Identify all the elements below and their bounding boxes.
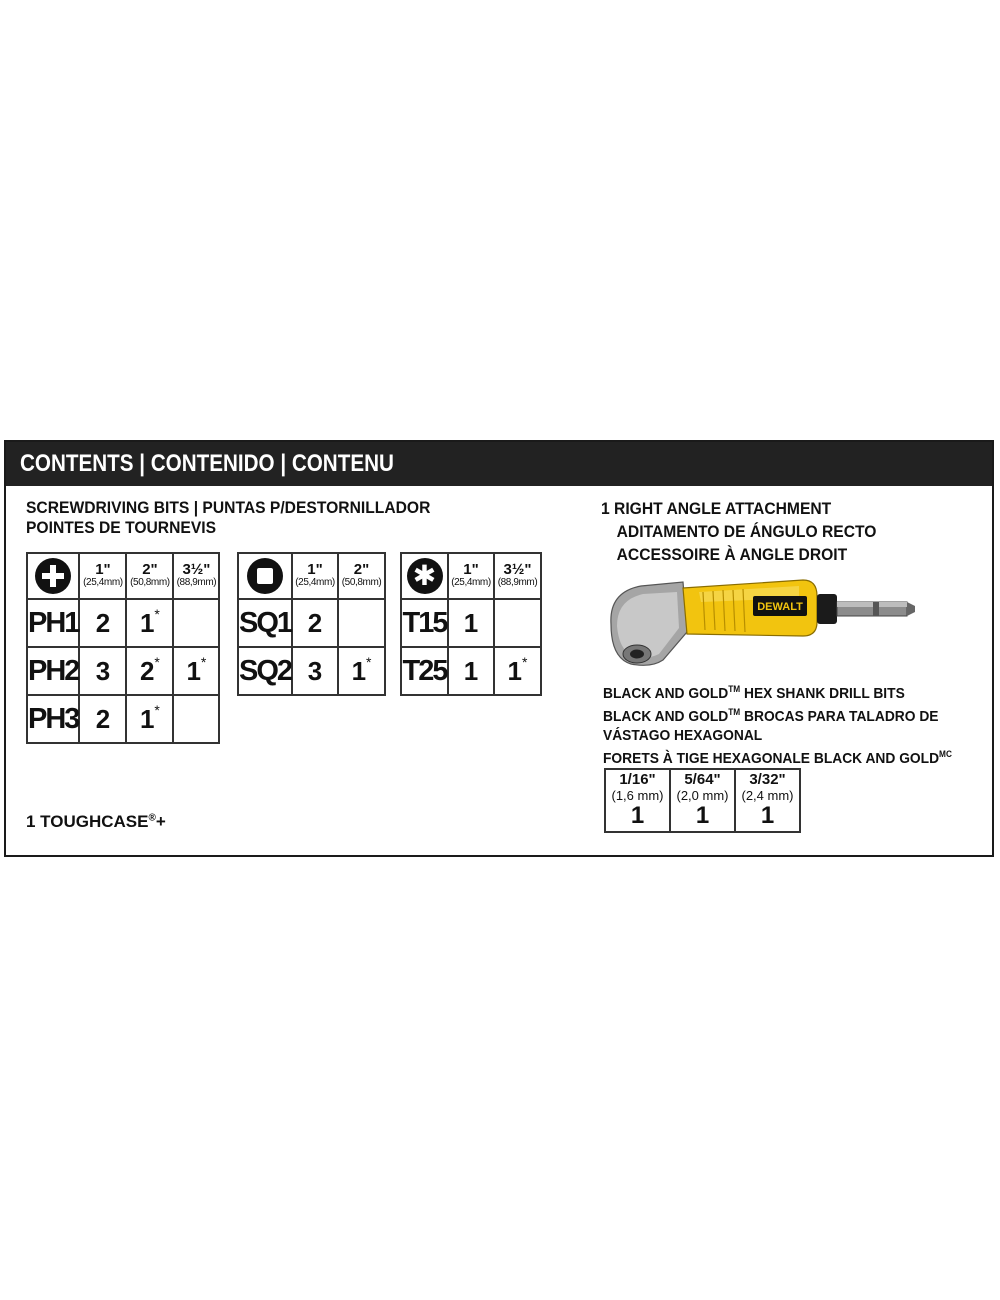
table-row xyxy=(238,647,385,695)
asterisk-mark: * xyxy=(154,701,160,718)
sq-header-1in: 1" (25,4mm) xyxy=(292,553,338,599)
dewalt-logo-text: DEWALT xyxy=(757,601,803,613)
bit-qty: 2 xyxy=(292,599,338,647)
drill-line2: BLACK AND GOLD™ BROCAS PARA TALADRO DE xyxy=(603,707,939,725)
bit-label: SQ1 xyxy=(238,599,292,647)
table-row xyxy=(401,599,541,647)
ph-header-3half-in: 3½" (88,9mm) xyxy=(173,553,219,599)
right-angle-attachment-image xyxy=(603,572,918,668)
bit-qty: 3 xyxy=(292,647,338,695)
screwdriving-bits-title xyxy=(26,498,466,538)
bit-qty: 1* xyxy=(338,647,385,695)
bit-label: T25 xyxy=(401,647,448,695)
contents-panel xyxy=(4,440,994,857)
bit-qty xyxy=(338,599,385,647)
bit-qty xyxy=(494,599,541,647)
t-header-3half-in: 3½" (88,9mm) xyxy=(494,553,541,599)
ra-line3: ACCESSOIRE À ANGLE DROIT xyxy=(616,545,848,564)
asterisk-mark: * xyxy=(522,653,528,670)
phillips-icon-cell xyxy=(27,553,79,599)
t-header-1in: 1" (25,4mm) xyxy=(448,553,494,599)
drill-line4: FORETS À TIGE HEXAGONALE BLACK AND $GOLD^{MC}$ xyxy=(603,749,952,767)
bit-label: PH1 xyxy=(27,599,79,647)
table-row xyxy=(27,599,219,647)
square-icon-cell xyxy=(238,553,292,599)
bit-qty: 1* xyxy=(126,695,173,743)
ra-line2: ADITAMENTO DE ÁNGULO RECTO xyxy=(616,522,877,541)
table-row xyxy=(27,647,219,695)
phillips-bits-table xyxy=(26,552,220,744)
phillips-icon xyxy=(35,558,71,594)
bit-qty: 3 xyxy=(79,647,126,695)
drill-bits-title xyxy=(603,680,982,768)
drill-bit-col: 1/16" (1,6 mm) 1 xyxy=(605,769,670,832)
ph-header-2in: 2" (50,8mm) xyxy=(126,553,173,599)
bits-title-line2: POINTES DE TOURNEVIS xyxy=(26,518,217,537)
ph-header-1in: 1" (25,4mm) xyxy=(79,553,126,599)
table-row xyxy=(238,599,385,647)
bit-qty: 1 xyxy=(448,599,494,647)
bits-title-line1: SCREWDRIVING BITS | PUNTAS P/DESTORNILLADOR xyxy=(26,498,431,517)
asterisk-mark: * xyxy=(200,653,207,670)
table-row xyxy=(401,647,541,695)
bit-qty xyxy=(173,695,219,743)
square-drive-icon xyxy=(247,558,283,594)
torx-bits-table xyxy=(400,552,542,696)
torx-icon-cell xyxy=(401,553,448,599)
bit-label: PH2 xyxy=(27,647,79,695)
drill-bit-col: 3/32" (2,4 mm) 1 xyxy=(735,769,800,832)
bit-qty: 1* xyxy=(494,647,541,695)
contents-header xyxy=(6,442,992,486)
asterisk-mark: * xyxy=(154,605,160,622)
right-angle-title xyxy=(601,497,900,566)
table-row xyxy=(27,695,219,743)
asterisk-mark: * xyxy=(366,653,372,670)
bit-label: SQ2 xyxy=(238,647,292,695)
contents-title: CONTENTS | CONTENIDO | CONTENU xyxy=(20,450,394,477)
bit-label: T15 xyxy=(401,599,448,647)
drill-bit-col: 5/64" (2,0 mm) 1 xyxy=(670,769,735,832)
bit-qty: 2 xyxy=(79,695,126,743)
square-bits-table xyxy=(237,552,386,696)
bit-qty: 1 xyxy=(448,647,494,695)
torx-star-icon: ✱ xyxy=(407,558,443,594)
ra-line1: 1 RIGHT ANGLE ATTACHMENT xyxy=(601,499,832,518)
toughcase-item: 1 TOUGHCASE®+ xyxy=(26,812,166,831)
drill-line1: BLACK AND GOLD™ HEX SHANK DRILL BITS xyxy=(603,684,905,702)
bit-qty: 2* xyxy=(126,647,173,695)
bit-qty xyxy=(173,599,219,647)
drill-line3: VÁSTAGO HEXAGONAL xyxy=(603,727,763,744)
bit-label: PH3 xyxy=(27,695,79,743)
bit-qty: 1* xyxy=(173,647,219,695)
asterisk-mark: * xyxy=(154,653,160,670)
sq-header-2in: 2" (50,8mm) xyxy=(338,553,385,599)
bit-qty: 1* xyxy=(126,599,173,647)
bit-qty: 2 xyxy=(79,599,126,647)
drill-bits-table xyxy=(604,768,801,833)
